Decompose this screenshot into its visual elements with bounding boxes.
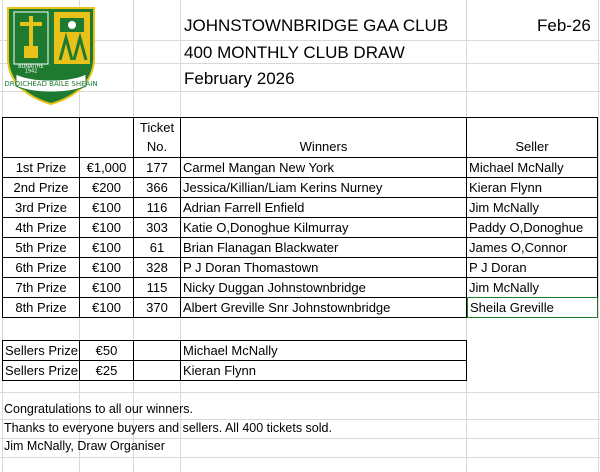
club-crest-logo xyxy=(2,2,100,106)
amount-cell: €100 xyxy=(80,217,134,237)
club-name-title: JOHNSTOWNBRIDGE GAA CLUB xyxy=(184,16,449,35)
winners-header-cell xyxy=(181,117,467,157)
amount-cell: €1,000 xyxy=(80,157,134,177)
seller-cell: James O,Connor xyxy=(467,237,598,257)
winner-cell: P J Doran Thomastown xyxy=(181,257,467,277)
seller-cell: P J Doran xyxy=(467,257,598,277)
prize-cell: 1st Prize xyxy=(2,157,80,177)
sellers-prize-amount-cell: €50 xyxy=(80,340,134,360)
seller-cell: Michael McNally xyxy=(467,157,598,177)
sellers-prize-name-cell: Michael McNally xyxy=(181,340,467,360)
sellers-prize-amount-cell: €25 xyxy=(80,360,134,381)
ticket-cell: 303 xyxy=(134,217,181,237)
prize-cell: 8th Prize xyxy=(2,297,80,318)
amount-cell: €200 xyxy=(80,177,134,197)
winner-cell: Nicky Duggan Johnstownbridge xyxy=(181,277,467,297)
sellers-prize-label-cell: Sellers Prize xyxy=(2,360,80,381)
empty-cell xyxy=(134,340,181,360)
draw-month-code: Feb-26 xyxy=(537,16,591,35)
prize-cell: 6th Prize xyxy=(2,257,80,277)
winners-header-label: Winners xyxy=(299,139,348,154)
sellers-prize-name-cell: Kieran Flynn xyxy=(181,360,467,381)
ticket-cell: 116 xyxy=(134,197,181,217)
seller-cell: Jim McNally xyxy=(467,277,598,297)
prize-cell: 5th Prize xyxy=(2,237,80,257)
ticket-header-label: Ticket xyxy=(139,120,175,135)
ticket-cell: 366 xyxy=(134,177,181,197)
amount-cell: €100 xyxy=(80,257,134,277)
seller-cell: Paddy O,Donoghue xyxy=(467,217,598,237)
prize-cell: 2nd Prize xyxy=(2,177,80,197)
winner-cell: Katie O,Donoghue Kilmurray xyxy=(181,217,467,237)
amount-cell: €100 xyxy=(80,277,134,297)
ticket-header-label-no: No. xyxy=(146,139,168,154)
winner-cell: Carmel Mangan New York xyxy=(181,157,467,177)
amount-cell: €100 xyxy=(80,237,134,257)
prize-cell: 7th Prize xyxy=(2,277,80,297)
amount-cell: €100 xyxy=(80,297,134,318)
winner-cell: Jessica/Killian/Liam Kerins Nurney xyxy=(181,177,467,197)
winner-cell: Brian Flanagan Blackwater xyxy=(181,237,467,257)
congratulations-note: Congratulations to all our winners. xyxy=(4,402,193,416)
sellers-prize-label-cell: Sellers Prize xyxy=(2,340,80,360)
winner-cell: Albert Greville Snr Johnstownbridge xyxy=(181,297,467,318)
winner-cell: Adrian Farrell Enfield xyxy=(181,197,467,217)
organiser-note: Jim McNally, Draw Organiser xyxy=(4,439,165,453)
seller-cell-selected[interactable]: Sheila Greville xyxy=(467,297,598,318)
seller-header-label: Seller xyxy=(515,139,549,154)
seller-header-cell xyxy=(467,117,598,157)
ticket-header-cell xyxy=(134,117,181,157)
crest-founded-year: 1942 xyxy=(24,68,38,75)
gridline xyxy=(0,392,600,393)
ticket-cell: 370 xyxy=(134,297,181,318)
ticket-cell: 115 xyxy=(134,277,181,297)
gridline xyxy=(598,0,599,472)
draw-title: 400 MONTHLY CLUB DRAW xyxy=(184,43,405,62)
amount-header-cell xyxy=(80,117,134,157)
seller-cell: Jim McNally xyxy=(467,197,598,217)
prize-cell: 3rd Prize xyxy=(2,197,80,217)
empty-cell xyxy=(134,360,181,381)
ticket-cell: 328 xyxy=(134,257,181,277)
crest-motto: DROICHEAD BAILE SHEAIN xyxy=(4,80,98,88)
gridline xyxy=(0,457,600,458)
amount-cell: €100 xyxy=(80,197,134,217)
crest-founded-label: BUNAITHE xyxy=(18,64,44,70)
prize-header-cell xyxy=(2,117,80,157)
ticket-cell: 61 xyxy=(134,237,181,257)
thanks-note: Thanks to everyone buyers and sellers. All 400 tickets sold. xyxy=(4,421,332,435)
ticket-cell: 177 xyxy=(134,157,181,177)
prize-cell: 4th Prize xyxy=(2,217,80,237)
draw-month: February 2026 xyxy=(184,69,295,88)
seller-cell: Kieran Flynn xyxy=(467,177,598,197)
